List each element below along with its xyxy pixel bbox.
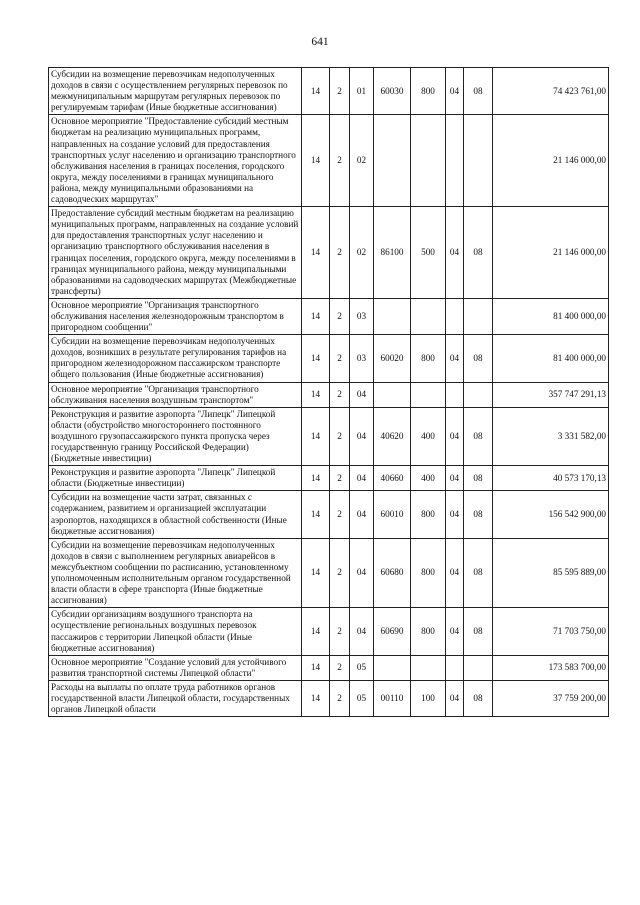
row-description: Предоставление субсидий местным бюджетам на реализацию муниципальных программ, направленных на создание условий для предоставления транспортных услуг населению и организацию транспортного обслуживания населения в границах поселения, городского округа, между поселениями в границах муниципального района, между муниципальными образованиями на садоводческих маршрутах (Межбюджетные трансферты) bbox=[49, 207, 302, 299]
code-subprogram: 2 bbox=[330, 298, 350, 334]
code-direction: 00110 bbox=[374, 680, 411, 716]
code-subprogram: 2 bbox=[330, 407, 350, 465]
code-section: 04 bbox=[446, 407, 464, 465]
code-main-activity: 04 bbox=[350, 608, 374, 655]
table-row bbox=[49, 298, 609, 334]
code-program: 14 bbox=[302, 608, 330, 655]
code-main-activity: 04 bbox=[350, 407, 374, 465]
row-amount: 156 542 900,00 bbox=[493, 491, 609, 538]
row-amount: 71 703 750,00 bbox=[493, 608, 609, 655]
code-direction bbox=[374, 298, 411, 334]
code-subsection: 08 bbox=[464, 608, 493, 655]
code-direction: 60010 bbox=[374, 491, 411, 538]
code-subsection: 08 bbox=[464, 538, 493, 608]
row-amount: 81 400 000,00 bbox=[493, 335, 609, 382]
row-description: Основное мероприятие "Организация транспортного обслуживания населения воздушным транспортом" bbox=[49, 382, 302, 407]
row-amount: 37 759 200,00 bbox=[493, 680, 609, 716]
table-row bbox=[49, 382, 609, 407]
row-description: Расходы на выплаты по оплате труда работников органов государственной власти Липецкой области, государственных органов Липецкой области bbox=[49, 680, 302, 716]
code-subsection bbox=[464, 382, 493, 407]
code-subprogram: 2 bbox=[330, 207, 350, 299]
table-row bbox=[49, 335, 609, 382]
row-description: Реконструкция и развитие аэропорта "Липецк" Липецкой области (Бюджетные инвестиции) bbox=[49, 466, 302, 491]
code-subsection: 08 bbox=[464, 207, 493, 299]
code-expense-type: 800 bbox=[411, 491, 446, 538]
code-expense-type: 400 bbox=[411, 466, 446, 491]
table-row bbox=[49, 407, 609, 465]
code-section: 04 bbox=[446, 608, 464, 655]
code-direction: 86100 bbox=[374, 207, 411, 299]
code-expense-type: 800 bbox=[411, 538, 446, 608]
code-direction bbox=[374, 382, 411, 407]
table-row bbox=[49, 466, 609, 491]
code-expense-type bbox=[411, 382, 446, 407]
code-subsection: 08 bbox=[464, 335, 493, 382]
row-description: Основное мероприятие "Создание условий для устойчивого развития транспортной системы Липецкой области" bbox=[49, 655, 302, 680]
code-program: 14 bbox=[302, 335, 330, 382]
code-main-activity: 04 bbox=[350, 466, 374, 491]
row-amount: 21 146 000,00 bbox=[493, 115, 609, 207]
code-expense-type: 500 bbox=[411, 207, 446, 299]
code-subprogram: 2 bbox=[330, 491, 350, 538]
table-row bbox=[49, 538, 609, 608]
code-main-activity: 03 bbox=[350, 335, 374, 382]
code-subsection: 08 bbox=[464, 491, 493, 538]
code-program: 14 bbox=[302, 466, 330, 491]
code-direction: 40620 bbox=[374, 407, 411, 465]
row-description: Субсидии на возмещение перевозчикам недополученных доходов, возникших в результате регулирования тарифов на пригородном железнодорожном пассажирском транспорте общего пользования (Иные бюджетные ассигнования) bbox=[49, 335, 302, 382]
table-row bbox=[49, 207, 609, 299]
code-main-activity: 05 bbox=[350, 680, 374, 716]
code-expense-type: 800 bbox=[411, 608, 446, 655]
code-subsection: 08 bbox=[464, 466, 493, 491]
code-subsection bbox=[464, 298, 493, 334]
code-expense-type: 400 bbox=[411, 407, 446, 465]
code-subsection: 08 bbox=[464, 407, 493, 465]
row-amount: 40 573 170,13 bbox=[493, 466, 609, 491]
row-description: Субсидии организациям воздушного транспорта на осуществление региональных воздушных перевозок пассажиров с территории Липецкой области (Иные бюджетные ассигнования) bbox=[49, 608, 302, 655]
code-expense-type: 800 bbox=[411, 68, 446, 115]
row-amount: 173 583 700,00 bbox=[493, 655, 609, 680]
code-main-activity: 01 bbox=[350, 68, 374, 115]
code-program: 14 bbox=[302, 655, 330, 680]
row-amount: 81 400 000,00 bbox=[493, 298, 609, 334]
code-section: 04 bbox=[446, 68, 464, 115]
page-number: 641 bbox=[311, 36, 329, 48]
code-section: 04 bbox=[446, 466, 464, 491]
code-main-activity: 03 bbox=[350, 298, 374, 334]
code-direction: 60690 bbox=[374, 608, 411, 655]
code-program: 14 bbox=[302, 298, 330, 334]
code-subprogram: 2 bbox=[330, 655, 350, 680]
code-subprogram: 2 bbox=[330, 115, 350, 207]
row-description: Субсидии на возмещение перевозчикам недополученных доходов в связи с осуществлением регулярных перевозок по межмуниципальным маршрутам регулярных перевозок по регулируемым тарифам (Иные бюджетные ассигнования) bbox=[49, 68, 302, 115]
code-direction: 60020 bbox=[374, 335, 411, 382]
code-expense-type: 800 bbox=[411, 335, 446, 382]
code-expense-type bbox=[411, 298, 446, 334]
code-main-activity: 02 bbox=[350, 207, 374, 299]
code-subsection bbox=[464, 655, 493, 680]
row-description: Субсидии на возмещение части затрат, связанных с содержанием, развитием и организацией эксплуатации аэропортов, находящихся в областной собственности (Иные бюджетные ассигнования) bbox=[49, 491, 302, 538]
code-program: 14 bbox=[302, 207, 330, 299]
code-direction bbox=[374, 115, 411, 207]
table-row bbox=[49, 115, 609, 207]
code-section: 04 bbox=[446, 335, 464, 382]
code-direction: 40660 bbox=[374, 466, 411, 491]
code-expense-type bbox=[411, 115, 446, 207]
code-main-activity: 04 bbox=[350, 538, 374, 608]
code-subsection bbox=[464, 115, 493, 207]
code-subprogram: 2 bbox=[330, 680, 350, 716]
code-direction: 60680 bbox=[374, 538, 411, 608]
code-subprogram: 2 bbox=[330, 68, 350, 115]
row-description: Реконструкция и развитие аэропорта "Липецк" Липецкой области (обустройство многостороннего постоянного воздушного грузопассажирского пункта пропуска через государственную границу Российской Федерации) (Бюджетные инвестиции) bbox=[49, 407, 302, 465]
code-program: 14 bbox=[302, 115, 330, 207]
table-row bbox=[49, 68, 609, 115]
row-amount: 357 747 291,13 bbox=[493, 382, 609, 407]
code-section bbox=[446, 115, 464, 207]
code-program: 14 bbox=[302, 407, 330, 465]
code-section: 04 bbox=[446, 538, 464, 608]
code-section: 04 bbox=[446, 491, 464, 538]
code-section: 04 bbox=[446, 207, 464, 299]
row-description: Основное мероприятие "Организация транспортного обслуживания населения железнодорожным транспортом в пригородном сообщении" bbox=[49, 298, 302, 334]
row-amount: 85 595 889,00 bbox=[493, 538, 609, 608]
row-description: Субсидии на возмещение перевозчикам недополученных доходов в связи с выполнением регулярных авиарейсов в межсубъектном сообщении по расписанию, установленному уполномоченным исполнительным органом государственной власти области в сфере транспорта (Иные бюджетные ассигнования) bbox=[49, 538, 302, 608]
row-amount: 21 146 000,00 bbox=[493, 207, 609, 299]
code-direction: 60030 bbox=[374, 68, 411, 115]
code-program: 14 bbox=[302, 680, 330, 716]
row-description: Основное мероприятие "Предоставление субсидий местным бюджетам на реализацию муниципальных программ, направленных на создание условий для предоставления транспортных услуг населению и организацию транспортного обслуживания населения в границах поселения, городского округа, между поселениями в границах муниципального района, между муниципальными образованиями на садоводческих маршрутах" bbox=[49, 115, 302, 207]
code-program: 14 bbox=[302, 491, 330, 538]
table-row bbox=[49, 680, 609, 716]
code-subprogram: 2 bbox=[330, 538, 350, 608]
code-section bbox=[446, 382, 464, 407]
code-subprogram: 2 bbox=[330, 335, 350, 382]
code-subprogram: 2 bbox=[330, 466, 350, 491]
code-subprogram: 2 bbox=[330, 608, 350, 655]
code-section bbox=[446, 298, 464, 334]
table-row bbox=[49, 608, 609, 655]
code-section: 04 bbox=[446, 680, 464, 716]
code-subprogram: 2 bbox=[330, 382, 350, 407]
code-main-activity: 02 bbox=[350, 115, 374, 207]
code-subsection: 08 bbox=[464, 68, 493, 115]
code-section bbox=[446, 655, 464, 680]
code-main-activity: 04 bbox=[350, 382, 374, 407]
code-direction bbox=[374, 655, 411, 680]
budget-table bbox=[48, 67, 609, 717]
code-expense-type bbox=[411, 655, 446, 680]
code-program: 14 bbox=[302, 538, 330, 608]
code-program: 14 bbox=[302, 68, 330, 115]
table-row bbox=[49, 655, 609, 680]
code-main-activity: 05 bbox=[350, 655, 374, 680]
code-main-activity: 04 bbox=[350, 491, 374, 538]
row-amount: 74 423 761,00 bbox=[493, 68, 609, 115]
table-row bbox=[49, 491, 609, 538]
code-subsection: 08 bbox=[464, 680, 493, 716]
code-expense-type: 100 bbox=[411, 680, 446, 716]
code-program: 14 bbox=[302, 382, 330, 407]
row-amount: 3 331 582,00 bbox=[493, 407, 609, 465]
